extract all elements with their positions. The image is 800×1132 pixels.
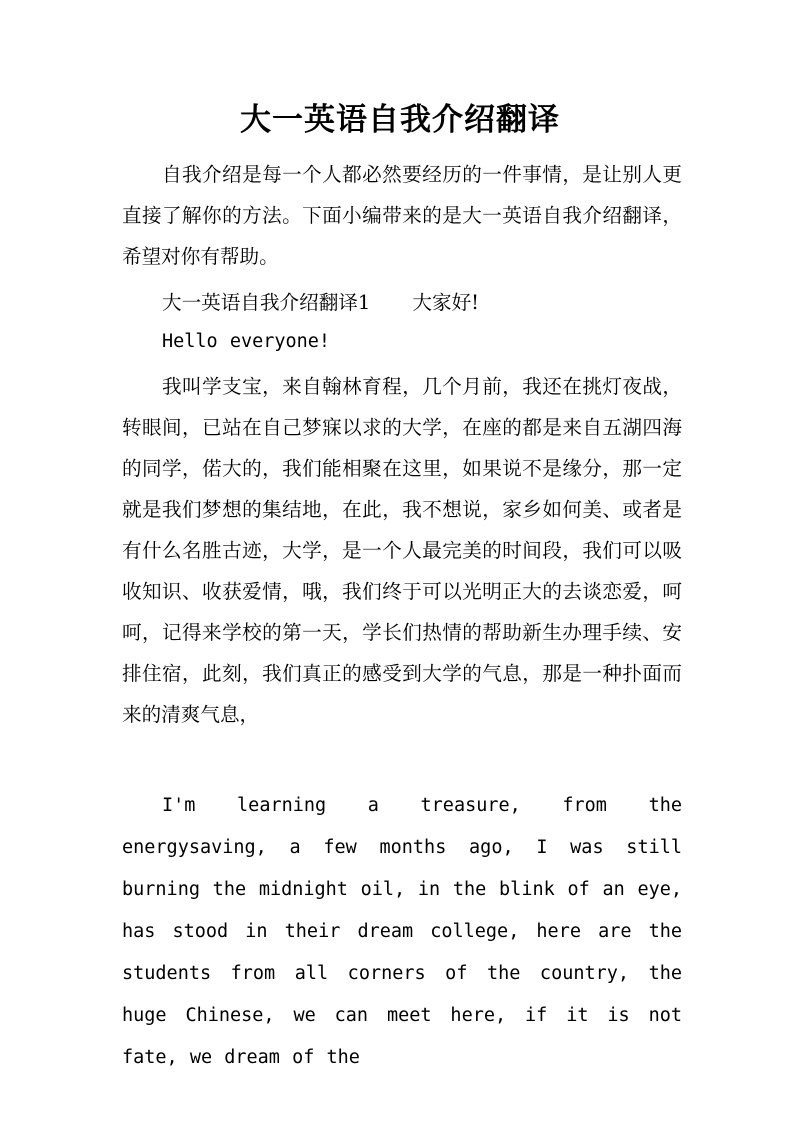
greeting-en: Hello everyone! [162,331,331,352]
section-heading: 大一英语自我介绍翻译1 [162,291,371,314]
section-heading-line [122,282,682,323]
body-paragraph-en: I'm learning a treasure, from the energysaving, a few months ago, I was still burning the midnight oil, in the blink of an eye, has stood in their dream college, here are the students from all corners of the country, the huge Chinese, we can meet here, if it is not fate, we dream of the [122,795,682,1068]
document-title: 大一英语自我介绍翻译 [240,102,560,138]
intro-paragraph: 自我介绍是每一个人都必然要经历的一件事情，是让别人更直接了解你的方法。下面小编带来的是大一英语自我介绍翻译，希望对你有帮助。 [122,163,682,268]
greeting-zh: 大家好! [412,291,480,314]
body-paragraph-zh: 我叫学支宝，来自翰林育程，几个月前，我还在挑灯夜战，转眼间，已站在自己梦寐以求的大学，在座的都是来自五湖四海的同学，偌大的，我们能相聚在这里，如果说不是缘分，那一定就是我们梦想的集结地，在此，我不想说，家乡如何美、或者是有什么名胜古迹，大学，是一个人最完美的时间段，我们可以吸收知识、收获爱情，哦，我们终于可以光明正大的去谈恋爱，呵呵，记得来学校的第一天，学长们热情的帮助新生办理手续、安排住宿，此刻，我们真正的感受到大学的气息，那是一种扑面而来的清爽气息， [122,375,682,726]
